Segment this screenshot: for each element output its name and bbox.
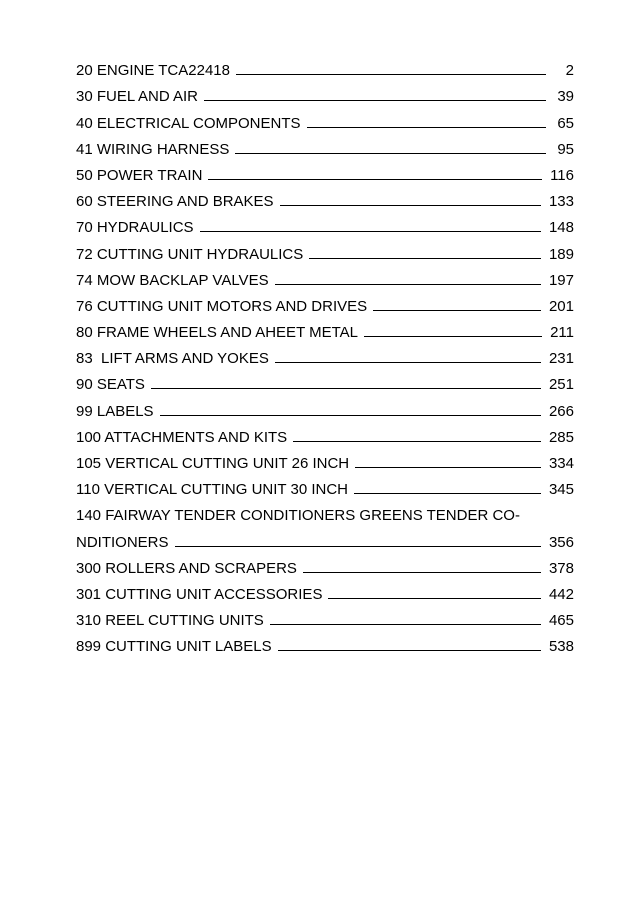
toc-entry-title-line2: NDITIONERS: [76, 533, 169, 551]
toc-entry-title: 30 FUEL AND AIR: [76, 88, 198, 106]
toc-entry-title: 76 CUTTING UNIT MOTORS AND DRIVES: [76, 297, 368, 315]
toc-entry-page: 189: [548, 245, 574, 263]
toc-entry[interactable]: [76, 57, 574, 83]
toc-entry[interactable]: [76, 83, 574, 109]
toc-entry-title: 41 WIRING HARNESS: [76, 140, 230, 158]
toc-entry-title: 70 HYDRAULICS: [76, 219, 194, 237]
toc-leader-line: [275, 362, 541, 363]
toc-entry-title: 105 VERTICAL CUTTING UNIT 26 INCH: [76, 455, 350, 472]
toc-entry[interactable]: [76, 345, 574, 371]
toc-entry[interactable]: [76, 397, 574, 423]
toc-entry-page: 133: [548, 193, 574, 211]
toc-leader-line: [208, 179, 542, 180]
toc-entry[interactable]: [76, 476, 574, 502]
toc-entry[interactable]: [76, 162, 574, 188]
toc-entry-title: 110 VERTICAL CUTTING UNIT 30 INCH: [76, 481, 349, 499]
toc-entry-title: 40 ELECTRICAL COMPONENTS: [76, 114, 301, 132]
toc-entry-page: 345: [548, 481, 574, 499]
toc-entry-page: 197: [548, 271, 574, 289]
toc-leader-line: [328, 598, 541, 599]
toc-entry-title: 99 LABELS: [76, 402, 154, 420]
toc-leader-line: [270, 624, 541, 625]
toc-entry-title: 899 CUTTING UNIT LABELS: [76, 638, 272, 656]
toc-entry-page: 356: [548, 533, 574, 551]
toc-leader-line: [364, 336, 542, 337]
toc-entry-title: 310 REEL CUTTING UNITS: [76, 612, 264, 630]
toc-leader-line: [200, 231, 541, 232]
toc-entry[interactable]: [76, 319, 574, 345]
toc-leader-line: [280, 205, 541, 206]
toc-leader-line: [293, 441, 541, 442]
toc-entry-page: 378: [548, 559, 574, 577]
toc-entry-title: 50 POWER TRAIN: [76, 166, 203, 184]
toc-entry[interactable]: [76, 293, 574, 319]
toc-entry-page: 201: [548, 297, 574, 315]
toc-entry-page: 116: [550, 166, 574, 184]
toc-entry-page: 148: [548, 219, 574, 237]
toc-leader-line: [275, 284, 541, 285]
toc-entry-page: 334: [548, 455, 574, 472]
toc-leader-line: [204, 100, 546, 101]
toc-leader-line: [151, 388, 541, 389]
toc-entry-page: 251: [548, 376, 574, 394]
toc-leader-line: [236, 74, 546, 75]
toc-entry-page: 465: [548, 612, 574, 630]
toc-entry-title: 74 MOW BACKLAP VALVES: [76, 271, 269, 289]
toc-leader-line: [307, 127, 547, 128]
toc-leader-line: [309, 258, 541, 259]
toc-entry-page: 65: [557, 114, 574, 132]
toc-entry-page: 211: [550, 324, 574, 342]
toc-leader-line: [278, 650, 541, 651]
toc-entry-title: 60 STEERING AND BRAKES: [76, 193, 274, 211]
toc-entry-page: 538: [548, 638, 574, 656]
toc-entry-title: 72 CUTTING UNIT HYDRAULICS: [76, 245, 304, 263]
toc-entry-page: 95: [557, 140, 574, 158]
toc-entry-title: 301 CUTTING UNIT ACCESSORIES: [76, 585, 323, 603]
toc-entry-page: 266: [548, 402, 574, 420]
toc-entry[interactable]: [76, 371, 574, 397]
toc-entry-title-line1: 140 FAIRWAY TENDER CONDITIONERS GREENS TENDER CO-: [76, 507, 520, 525]
toc-entry-title: 80 FRAME WHEELS AND AHEET METAL: [76, 324, 359, 342]
toc-entry-page: 231: [548, 350, 574, 368]
toc-leader-line: [235, 153, 546, 154]
toc-entry-wrapped-second-line[interactable]: [76, 528, 574, 554]
toc-entry[interactable]: [76, 450, 574, 476]
toc-entry[interactable]: [76, 188, 574, 214]
toc-leader-line: [175, 546, 541, 547]
toc-entry-wrapped-first-line[interactable]: [76, 502, 574, 528]
toc-entry[interactable]: [76, 633, 574, 659]
toc-entry-title: 300 ROLLERS AND SCRAPERS: [76, 559, 297, 577]
toc-leader-line: [355, 467, 541, 468]
toc-entry[interactable]: [76, 555, 574, 581]
toc-entry[interactable]: [76, 240, 574, 266]
toc-leader-line: [373, 310, 541, 311]
toc-entry-page: 285: [548, 428, 574, 446]
toc-entry[interactable]: [76, 607, 574, 633]
toc-entry[interactable]: [76, 136, 574, 162]
toc-entry[interactable]: [76, 424, 574, 450]
toc-leader-line: [354, 493, 541, 494]
toc-entry-title: 83 LIFT ARMS AND YOKES: [76, 350, 269, 368]
toc-entry-page: 442: [548, 585, 574, 603]
toc-entry-title: 90 SEATS: [76, 376, 145, 394]
table-of-contents: [76, 57, 574, 659]
toc-leader-line: [303, 572, 541, 573]
toc-entry[interactable]: [76, 581, 574, 607]
toc-entry-title: 20 ENGINE TCA22418: [76, 62, 230, 80]
toc-entry-page: 39: [557, 88, 574, 106]
toc-entry-page: 2: [565, 62, 574, 80]
toc-entry-title: 100 ATTACHMENTS AND KITS: [76, 428, 288, 446]
toc-leader-line: [160, 415, 541, 416]
toc-entry[interactable]: [76, 267, 574, 293]
toc-entry[interactable]: [76, 109, 574, 135]
toc-entry[interactable]: [76, 214, 574, 240]
